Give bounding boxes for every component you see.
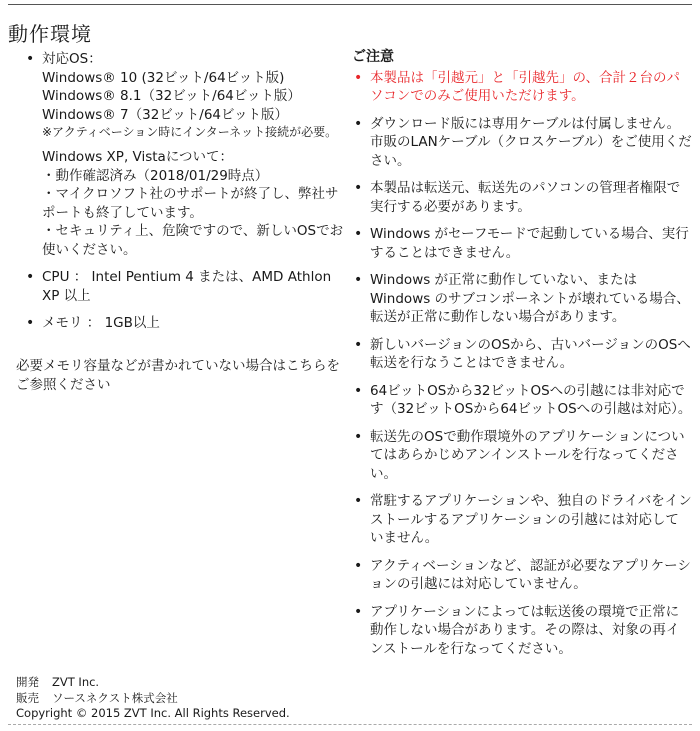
caution-item: • 常駐するアプリケーションや、独自のドライバをインストールするアプリケーションの引越には対応していません。 xyxy=(352,492,692,548)
sales-label: 販売 xyxy=(16,690,39,705)
developer-value: ZVT Inc. xyxy=(52,675,100,689)
caution-item: • 64ビットOSから32ビットOSへの引越には非対応です（32ビットOSから64ビットOSへの引越は対応）。 xyxy=(352,382,692,419)
top-divider xyxy=(8,4,692,5)
os-windows7: Windows® 7（32ビット/64ビット版） xyxy=(42,106,288,123)
copyright: Copyright © 2015 ZVT Inc. All Rights Reserved. xyxy=(16,706,290,720)
caution-item: • アプリケーションによっては転送後の環境で正常に動作しない場合があります。その際は、対象の再インストールを行なってください。 xyxy=(352,603,692,659)
page-title: 動作環境 xyxy=(8,22,92,46)
os-windows10: Windows® 10 (32ビット/64ビット版) xyxy=(42,69,285,86)
os-windows81: Windows® 8.1（32ビット/64ビット版） xyxy=(42,88,301,104)
activation-note: ※アクティベーション時にインターネット接続が必要。 xyxy=(42,125,338,139)
caution-list xyxy=(352,69,692,659)
xp-note-1: ・動作確認済み（2018/01/29時点） xyxy=(42,167,269,184)
caution-heading: ご注意 xyxy=(352,49,394,65)
xp-note-3: ・セキュリティ上、危険ですので、新しいOSでお使いください。 xyxy=(42,223,344,258)
caution-item: • ダウンロード版には専用ケーブルは付属しません。市販のLANケーブル（クロスケーブル）をご使用ください。 xyxy=(352,115,692,171)
caution-item: • 本製品は転送元、転送先のパソコンの管理者権限で実行する必要があります。 xyxy=(352,179,692,216)
caution-item: • アクティベーションなど、認証が必要なアプリケーションの引越には対応していません。 xyxy=(352,557,692,594)
caution-item: • Windows が正常に動作していない、またはWindows のサブコンポーネントが壊れている場合、転送が正常に動作しない場合があります。 xyxy=(352,271,692,327)
cpu-item: • CPU ： Intel Pentium 4 または、AMD Athlon XP 以上 xyxy=(24,268,344,305)
help-text[interactable]: 必要メモリ容量などが書かれていない場合はこちらをご参照ください xyxy=(16,358,340,393)
requirements-section xyxy=(24,50,344,333)
sales-value: ソースネクスト株式会社 xyxy=(52,690,178,705)
xp-label: Windows XP, Vistaについて： xyxy=(42,149,234,165)
caution-item: • 転送先のOSで動作環境外のアプリケーションについてはあらかじめアンインストールを行なってください。 xyxy=(352,428,692,484)
footer xyxy=(16,675,290,722)
bottom-divider xyxy=(8,724,692,725)
caution-item: • 本製品は「引越元」と「引越先」の、合計２台のパソコンでのみご使用いただけます。 xyxy=(352,69,692,106)
memory-item: • メモリ ： 1GB以上 xyxy=(24,314,344,333)
developer-label: 開発 xyxy=(16,675,39,689)
developer-line xyxy=(16,675,290,691)
caution-item: • 新しいバージョンのOSから、古いバージョンのOSへ転送を行なうことはできません。 xyxy=(352,336,692,373)
xp-note-2: ・マイクロソフト社のサポートが終了し、弊社サポートも終了しています。 xyxy=(42,186,339,221)
os-label: • 対応OS： xyxy=(42,51,102,67)
sales-line xyxy=(16,691,290,707)
requirements-list xyxy=(24,50,344,333)
caution-item: • Windows がセーフモードで起動している場合、実行することはできません。 xyxy=(352,225,692,262)
os-item xyxy=(24,50,344,259)
caution-section xyxy=(352,48,692,658)
